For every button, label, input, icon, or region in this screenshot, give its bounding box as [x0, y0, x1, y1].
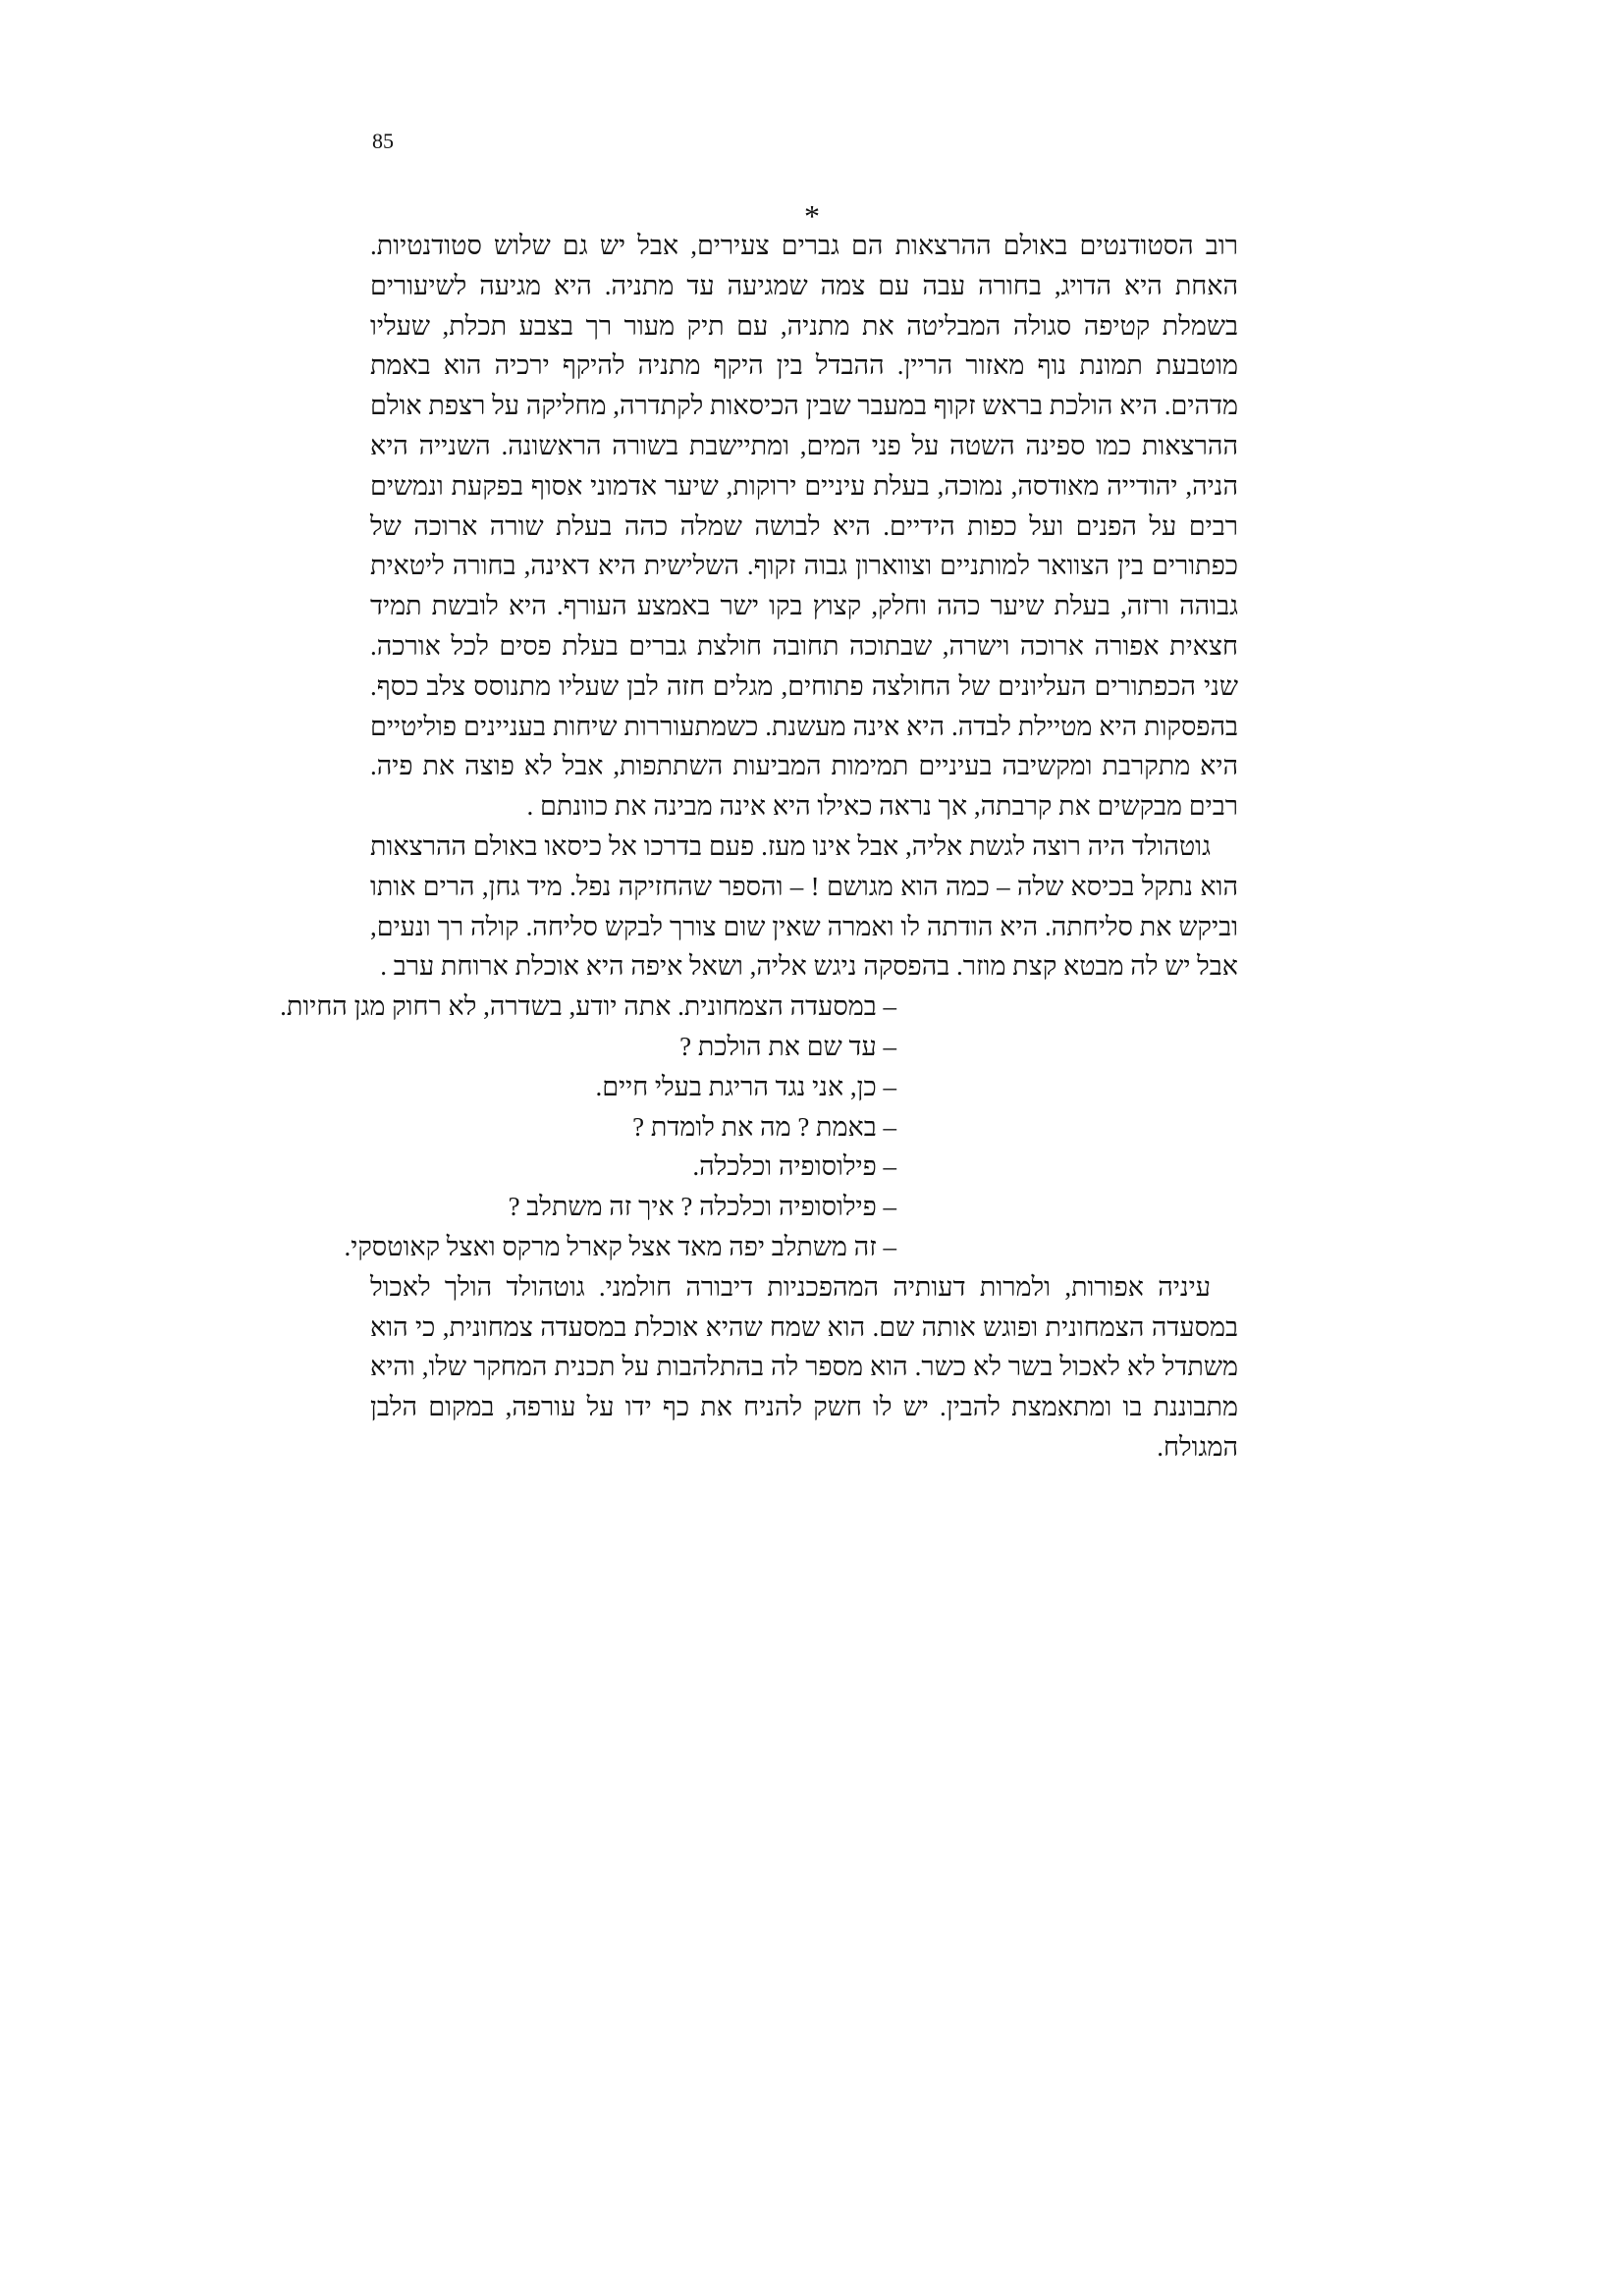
dialogue-line: – פילוסופיה וכלכלה. [692, 1151, 896, 1182]
paragraph-restaurant: עיניה אפורות, ולמרות דעותיה המהפכניות דיבורה חולמני. גוטהולד הולך לאכול במסעדה הצמחונית ופוגש אותה שם. הוא שמח שהיא אוכלת במסעדה צמחונית, כי הוא משתדל לא לאכול בשר לא כשר. הוא מספר לה בהתלהבות על תכנית המחקר שלו, והיא מתבוננת בו ומתאמצת להבין. יש לו חשק להניח את כף ידו על עורפה, במקום הלבן המגולח. [370, 1271, 1238, 1462]
section-break-asterisk: * [804, 198, 820, 234]
page-number: 85 [372, 129, 394, 153]
paragraph-gotthold: גוטהולד היה רוצה לגשת אליה, אבל אינו מעז. פעם בדרכו אל כיסאו באולם ההרצאות הוא נתקל בכיסא שלה – כמה הוא מגושם ! – והספר שהחזיקה נפל. מיד גחן, הרים אותו וביקש את סליחתה. היא הודתה לו ואמרה שאין שום צורך לבקש סליחה. קולה רך ונעים, אבל יש לה מבטא קצת מוזר. בהפסקה ניגש אליה, ושאל איפה היא אוכלת ארוחת ערב . [370, 830, 1238, 982]
dialogue-line: – במסעדה הצמחונית. אתה יודע, בשדרה, לא רחוק מגן החיות. [280, 991, 896, 1022]
dialogue [280, 987, 1238, 1267]
body-text [280, 226, 1238, 1468]
dialogue-line: – באמת ? מה את לומדת ? [632, 1111, 896, 1142]
dialogue-line: – פילוסופיה וכלכלה ? איך זה משתלב ? [508, 1192, 896, 1222]
dialogue-line: – עד שם את הולכת ? [679, 1031, 896, 1061]
dialogue-line: – כן, אני נגד הריגת בעלי חיים. [595, 1071, 896, 1101]
dialogue-line: – זה משתלב יפה מאד אצל קארל מרקס ואצל קאוטסקי. [344, 1231, 896, 1261]
paragraph-students: רוב הסטודנטים באולם ההרצאות הם גברים צעירים, אבל יש גם שלוש סטודנטיות. האחת היא הדויג, בחורה עבה עם צמה שמגיעה עד מתניה. היא מגיעה לשיעורים בשמלת קטיפה סגולה המבליטה את מתניה, עם תיק מעור רך בצבע תכלת, שעליו מוטבעת תמונת נוף מאזור הריין. ההבדל בין היקף מתניה להיקף ירכיה הוא באמת מדהים. היא הולכת בראש זקוף במעבר שבין הכיסאות לקתדרה, מחליקה על רצפת אולם ההרצאות כמו ספינה השטה על פני המים, ומתיישבת בשורה הראשונה. השנייה היא הניה, יהודייה מאודסה, נמוכה, בעלת עיניים ירוקות, שיער אדמוני אסוף בפקעת ונמשים רבים על הפנים ועל כפות הידיים. היא לבושה שמלה כהה בעלת שורה ארוכה של כפתורים בין הצוואר למותניים וצווארון גבוה זקוף. השלישית היא דאינה, בחורה ליטאית גבוהה ורזה, בעלת שיער כהה וחלק, קצוץ בקו ישר באמצע העורף. היא לובשת תמיד חצאית אפורה ארוכה וישרה, שבתוכה תחובה חולצת גברים בעלת פסים לכל אורכה. שני הכפתורים העליונים של החולצה פתוחים, מגלים חזה לבן שעליו מתנוסס צלב כסף. בהפסקות היא מטיילת לבדה. היא אינה מעשנת. כשמתעוררות שיחות בעניינים פוליטיים היא מתקרבת ומקשיבה בעיניים תמימות המביעות השתתפות, אבל לא פוצה את פיה. רבים מבקשים את קרבתה, אך נראה כאילו היא אינה מבינה את כוונתם . [370, 231, 1238, 822]
